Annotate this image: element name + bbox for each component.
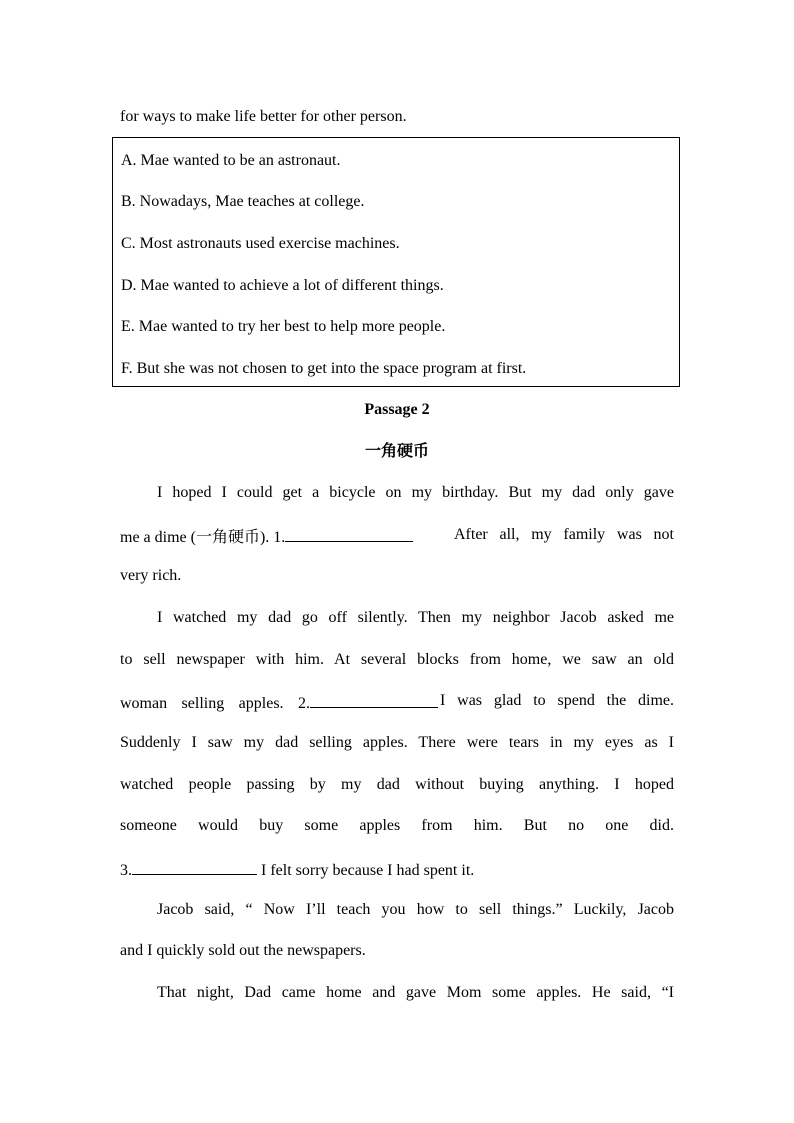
p2-line5: watched people passing by my dad without buying anything. I hoped <box>120 776 674 793</box>
p4-line1: That night, Dad came home and gave Mom some apples. He said, “I <box>157 984 674 1001</box>
p2-line3 <box>120 691 674 714</box>
continuation-line: for ways to make life better for other person. <box>120 108 407 125</box>
p2-line7 <box>120 858 674 881</box>
p2-line4: Suddenly I saw my dad selling apples. There were tears in my eyes as I <box>120 734 674 751</box>
option-b: B. Nowadays, Mae teaches at college. <box>121 193 365 210</box>
p1-line2-end: After all, my family was not <box>454 526 674 543</box>
answer-blank-3[interactable] <box>132 858 257 875</box>
passage-heading: Passage 2 <box>364 401 430 418</box>
options-box <box>112 137 680 387</box>
p1-line1: I hoped I could get a bicycle on my birthday. But my dad only gave <box>157 484 674 501</box>
passage-title: 一角硬币 <box>364 441 429 460</box>
option-f: F. But she was not chosen to get into the space program at first. <box>121 360 527 377</box>
answer-blank-2[interactable] <box>310 691 438 708</box>
p2-line6: someone would buy some apples from him. But no one did. <box>120 817 674 834</box>
option-a: A. Mae wanted to be an astronaut. <box>121 152 341 169</box>
answer-blank-1[interactable] <box>285 525 413 542</box>
p2-line7-start: 3. <box>120 862 132 879</box>
p3-line2: and I quickly sold out the newspapers. <box>120 942 366 959</box>
option-d: D. Mae wanted to achieve a lot of different things. <box>121 277 444 294</box>
p2-line2: to sell newspaper with him. At several blocks from home, we saw an old <box>120 651 674 668</box>
option-e: E. Mae wanted to try her best to help more people. <box>121 318 446 335</box>
p1-line2 <box>120 525 674 548</box>
p1-line2-start: me a dime (一角硬币). 1. <box>120 529 286 546</box>
p2-line7-end: I felt sorry because I had spent it. <box>257 862 475 879</box>
p2-line3-end: I was glad to spend the dime. <box>440 692 674 709</box>
option-c: C. Most astronauts used exercise machines. <box>121 235 400 252</box>
p1-line3: very rich. <box>120 567 182 584</box>
p3-line1: Jacob said, “ Now I’ll teach you how to sell things.” Luckily, Jacob <box>157 901 674 918</box>
p2-line1: I watched my dad go off silently. Then my neighbor Jacob asked me <box>157 609 674 626</box>
p2-line3-start: woman selling apples. 2. <box>120 695 310 712</box>
